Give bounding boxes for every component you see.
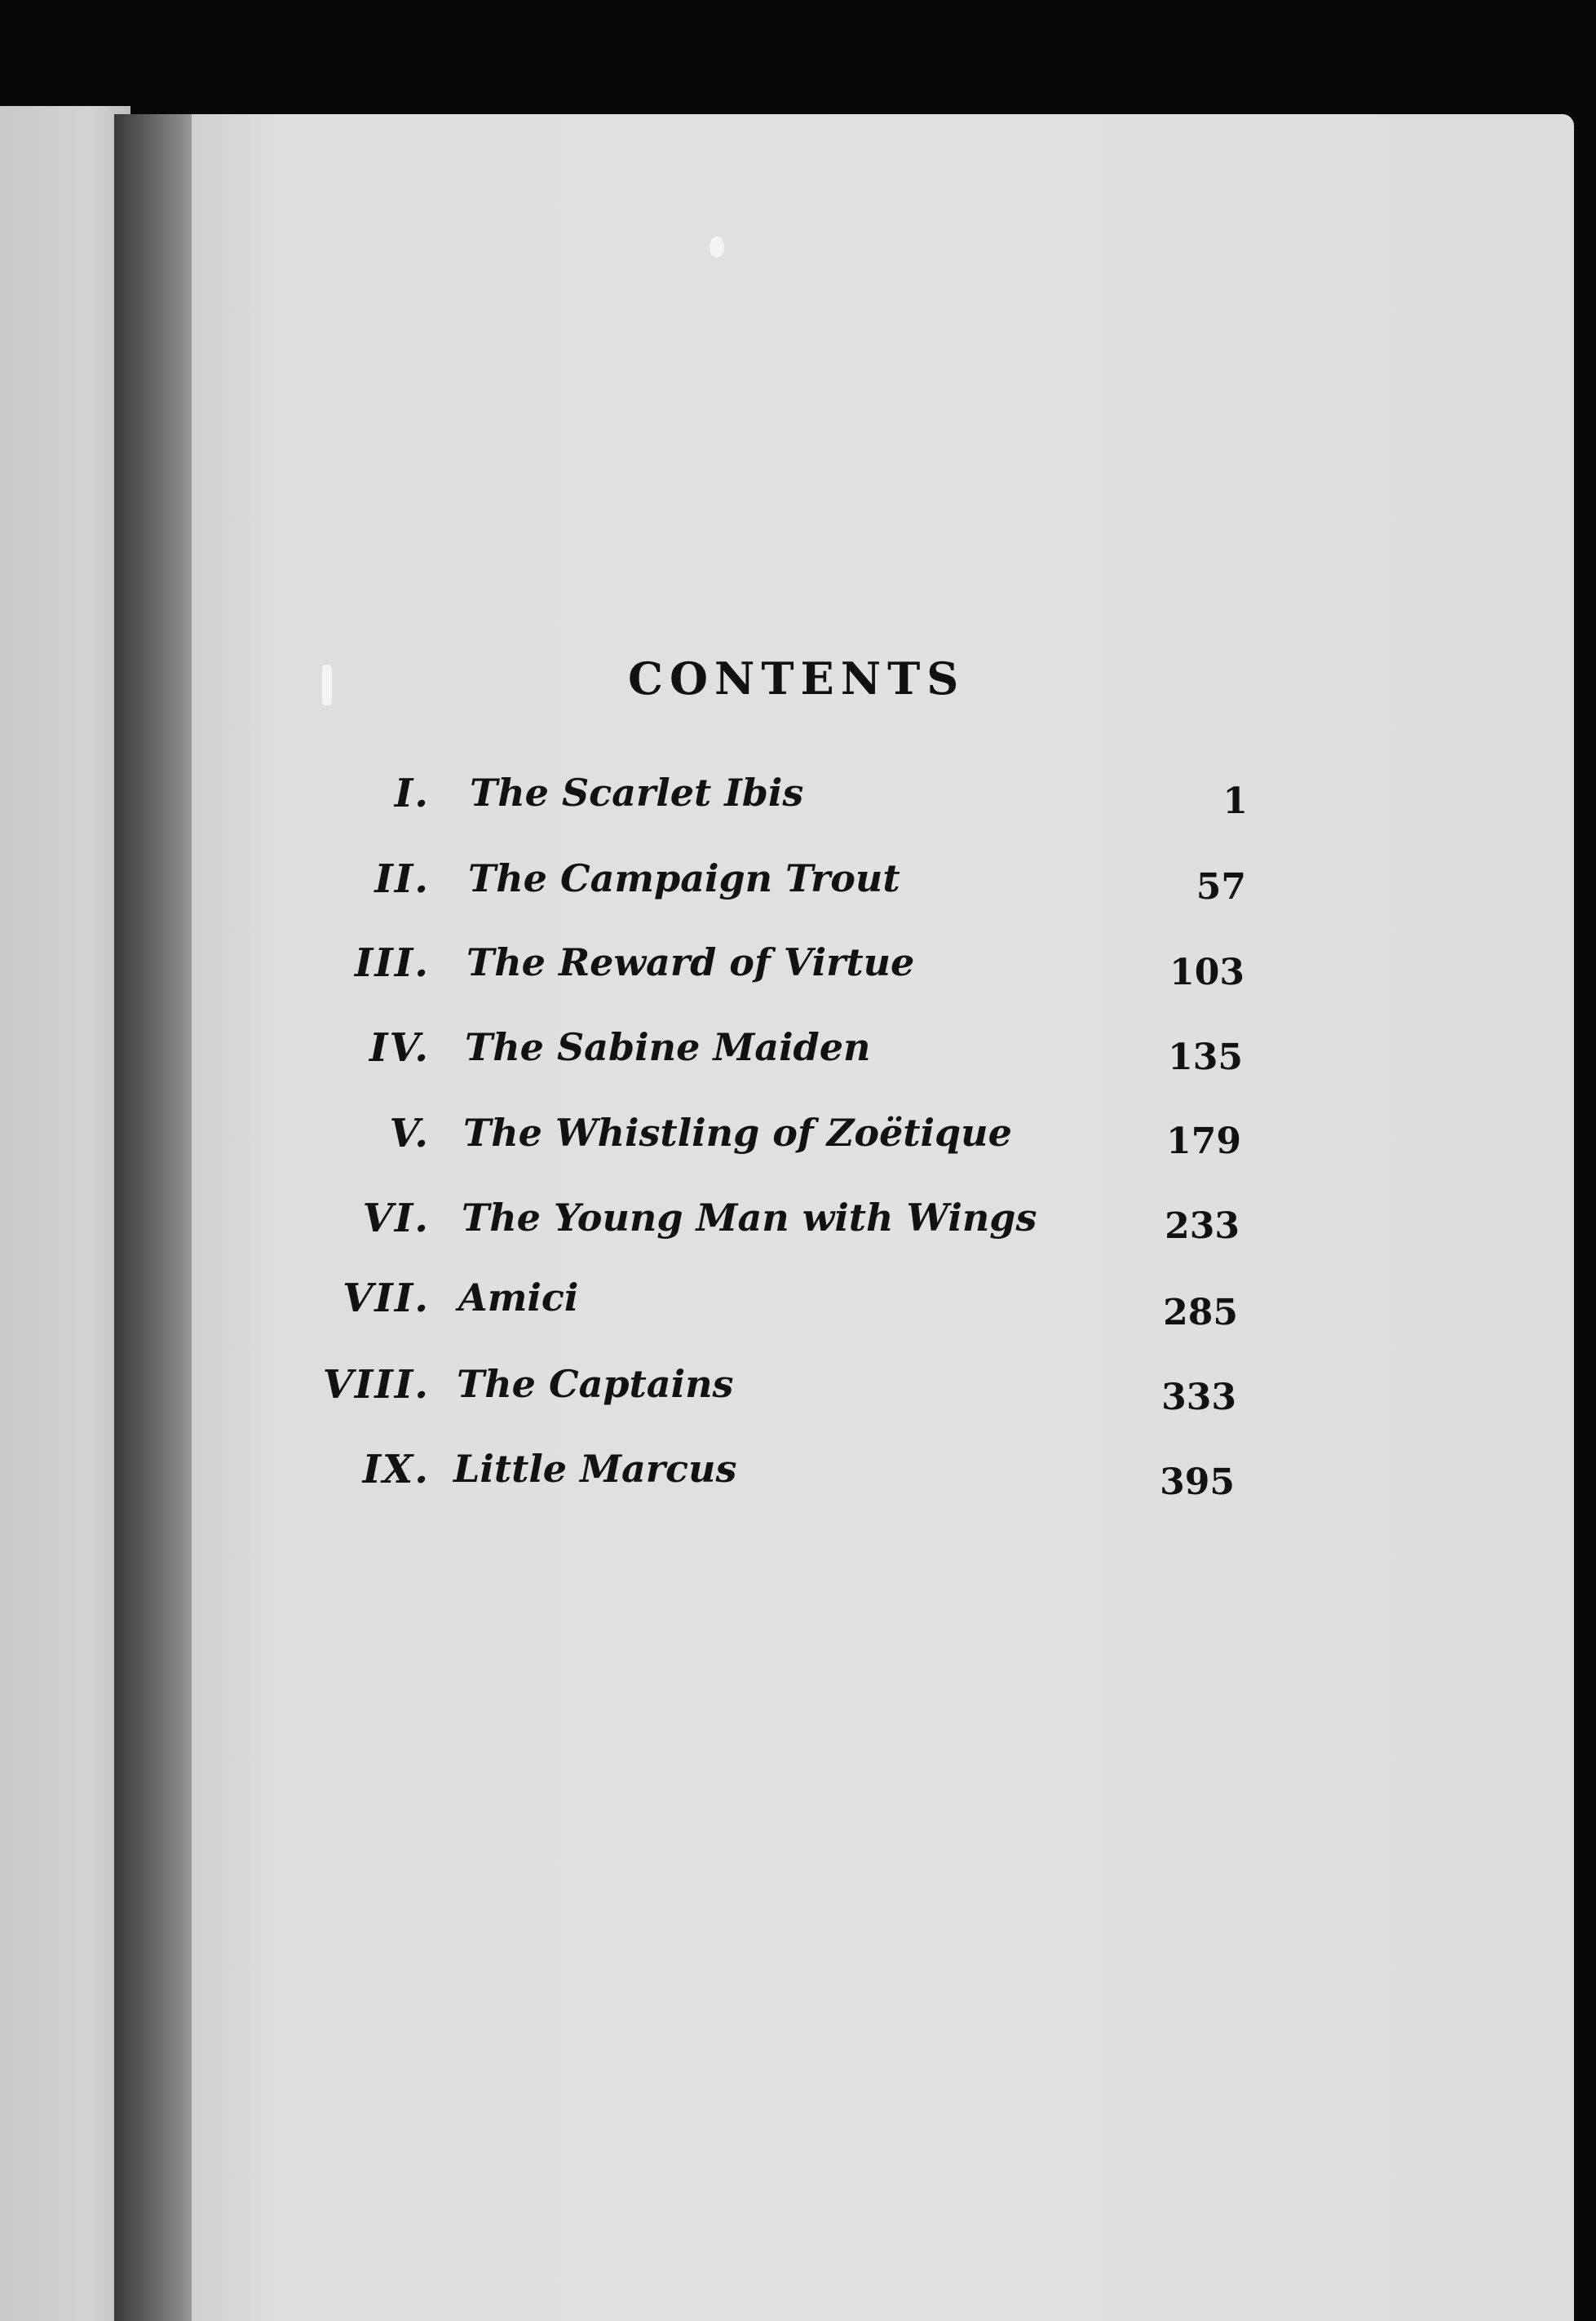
chapter-title: The Whistling of Zoëtique <box>463 1111 1012 1155</box>
chapter-numeral: VIII. <box>322 1362 430 1408</box>
toc-entry <box>0 1025 1596 1090</box>
chapter-page: 135 <box>1168 1037 1243 1078</box>
chapter-numeral: VII. <box>343 1275 430 1321</box>
chapter-title: The Campaign Trout <box>468 856 900 900</box>
chapter-page: 179 <box>1166 1121 1241 1162</box>
chapter-numeral: IV. <box>369 1025 430 1071</box>
toc-entry <box>0 771 1596 836</box>
chapter-numeral: I. <box>394 771 430 816</box>
chapter-title: The Sabine Maiden <box>465 1025 871 1069</box>
dust-speck <box>710 237 724 258</box>
chapter-title: Amici <box>458 1275 579 1320</box>
dust-speck <box>322 665 332 705</box>
chapter-page: 57 <box>1196 866 1246 908</box>
toc-entry <box>0 1275 1596 1341</box>
chapter-title: The Scarlet Ibis <box>470 771 804 815</box>
toc-entry <box>0 1196 1596 1261</box>
chapter-numeral: II. <box>374 856 430 902</box>
chapter-page: 395 <box>1160 1461 1235 1503</box>
chapter-page: 233 <box>1165 1205 1240 1247</box>
chapter-page: 1 <box>1222 780 1248 822</box>
toc-entry <box>0 940 1596 1006</box>
page-title: CONTENTS <box>628 652 966 705</box>
toc-entry <box>0 1362 1596 1427</box>
chapter-page: 333 <box>1161 1377 1236 1418</box>
chapter-page: 285 <box>1163 1292 1238 1333</box>
toc-entry <box>0 1447 1596 1512</box>
chapter-title: Little Marcus <box>453 1447 737 1491</box>
chapter-title: The Young Man with Wings <box>462 1196 1037 1240</box>
chapter-title: The Reward of Virtue <box>466 940 915 984</box>
toc-entry <box>0 856 1596 922</box>
chapter-numeral: V. <box>389 1111 430 1156</box>
chapter-title: The Captains <box>457 1362 734 1406</box>
chapter-page: 103 <box>1169 952 1245 993</box>
chapter-numeral: IX. <box>362 1447 430 1492</box>
chapter-numeral: VI. <box>362 1196 430 1241</box>
chapter-numeral: III. <box>354 940 430 986</box>
toc-entry <box>0 1111 1596 1176</box>
